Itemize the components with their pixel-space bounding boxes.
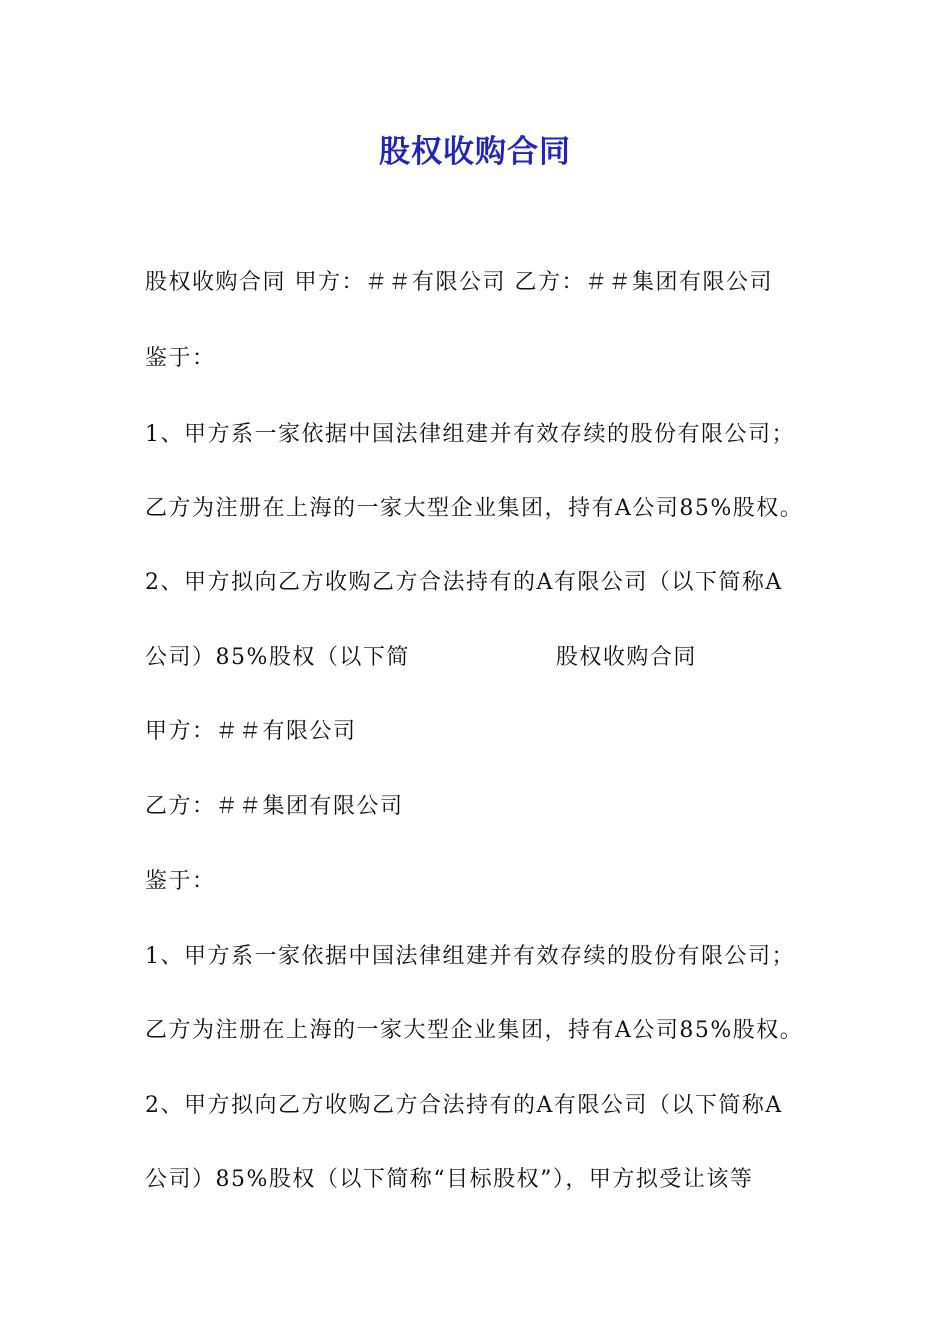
paragraph-line: 1、甲方系一家依据中国法律组建并有效存续的股份有限公司； bbox=[145, 944, 795, 969]
document-title: 股权收购合同 bbox=[379, 134, 571, 170]
paragraph-line: 股权收购合同 甲方：＃＃有限公司 乙方：＃＃集团有限公司 bbox=[145, 270, 773, 295]
paragraph-line: 1、甲方系一家依据中国法律组建并有效存续的股份有限公司； bbox=[145, 422, 795, 447]
paragraph-line: 2、甲方拟向乙方收购乙方合法持有的A有限公司（以下简称A bbox=[145, 1093, 783, 1118]
paragraph-fragment: 公司）85%股权（以下简 bbox=[145, 645, 410, 670]
paragraph-line: 鉴于： bbox=[145, 869, 216, 894]
paragraph-line: 公司）85%股权（以下简称“目标股权”），甲方拟受让该等 bbox=[145, 1167, 754, 1192]
paragraph-line: 乙方为注册在上海的一家大型企业集团，持有A公司85%股权。 bbox=[145, 1018, 804, 1043]
paragraph-line: 鉴于： bbox=[145, 346, 216, 371]
embedded-heading: 股权收购合同 bbox=[555, 645, 697, 670]
paragraph-line: 甲方：＃＃有限公司 bbox=[145, 719, 357, 744]
paragraph-line: 乙方：＃＃集团有限公司 bbox=[145, 794, 404, 819]
paragraph-line-with-heading bbox=[145, 643, 825, 673]
paragraph-line: 乙方为注册在上海的一家大型企业集团，持有A公司85%股权。 bbox=[145, 496, 804, 521]
paragraph-line: 2、甲方拟向乙方收购乙方合法持有的A有限公司（以下简称A bbox=[145, 570, 783, 595]
